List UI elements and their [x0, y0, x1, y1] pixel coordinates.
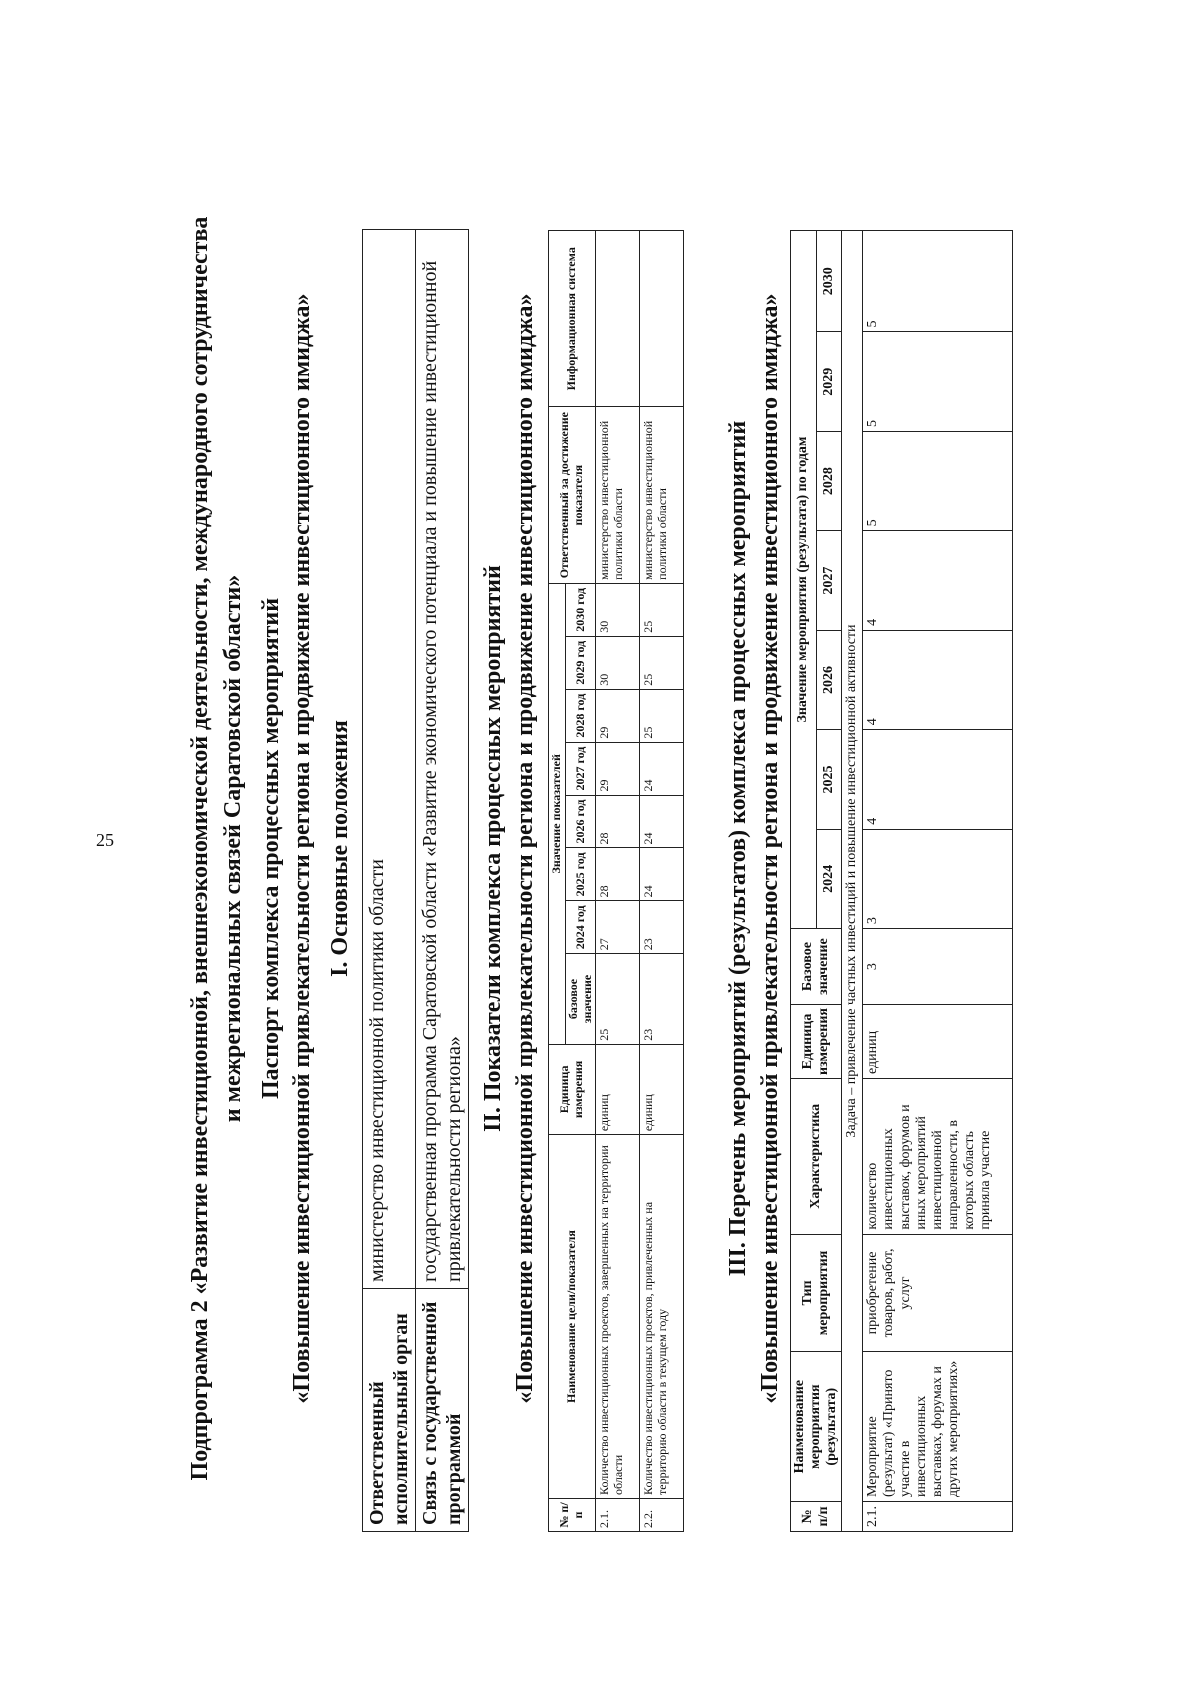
task-row	[842, 231, 863, 1532]
header-year: 2025	[816, 730, 842, 829]
passport-line-1: Паспорт комплекса процессных мероприятий	[258, 597, 284, 1100]
header-year: 2029	[816, 332, 842, 431]
section-1-heading: I. Основные положения	[327, 720, 353, 977]
header-year: 2030 год	[565, 583, 596, 636]
header-type: Тип мероприятия	[791, 1234, 842, 1352]
cell-characteristic: количество инвестиционных выставок, форумов и иных мероприятий инвестиционной направленности, в которых область приняла участие	[863, 1078, 1013, 1234]
header-year: 2029 год	[565, 636, 596, 689]
header-values: Значение показателей	[549, 583, 566, 1044]
header-year: 2026	[816, 630, 842, 729]
cell-type: приобретение товаров, работ, услуг	[863, 1234, 1013, 1352]
cell-value: 29	[596, 742, 640, 795]
cell-value: 28	[596, 795, 640, 848]
cell-value: 30	[596, 583, 640, 636]
title-line-2: и межрегиональных связей Саратовской области»	[220, 574, 246, 1123]
cell-unit: единиц	[596, 1044, 640, 1134]
cell-value: 3	[863, 829, 1013, 928]
cell-value: 4	[863, 531, 1013, 630]
general-provisions-table	[362, 229, 469, 1532]
indicators-table	[548, 230, 684, 1532]
cell-value: 5	[863, 431, 1013, 530]
cell-base: 23	[640, 954, 684, 1044]
row-label: Ответственный исполнительный орган	[363, 1289, 416, 1532]
cell-base: 25	[596, 954, 640, 1044]
cell-name: Количество инвестиционных проектов, привлеченных на территорию области в текущем году	[640, 1135, 684, 1499]
title-line-1: Подпрограмма 2 «Развитие инвестиционной, внешнеэкономической деятельности, международного сотрудничества	[187, 216, 213, 1481]
cell-value: 24	[640, 848, 684, 901]
cell-value: 24	[640, 795, 684, 848]
header-system: Информационная система	[549, 231, 596, 407]
header-unit: Единица измерения	[791, 1005, 842, 1079]
header-year: 2026 год	[565, 795, 596, 848]
cell-value: 25	[640, 636, 684, 689]
table-header-row	[791, 231, 817, 1532]
section-2-line-2: «Повышение инвестиционной привлекательности региона и продвижение инвестиционного имиджа»	[512, 293, 538, 1404]
page-number: 25	[96, 830, 114, 850]
header-year: 2027	[816, 531, 842, 630]
header-year: 2030	[816, 231, 842, 333]
cell-num: 2.1.	[863, 1502, 1013, 1532]
cell-unit: единиц	[863, 1005, 1013, 1079]
task-label: Задача – привлечение частных инвестиций и повышение инвестиционной активности	[842, 231, 863, 1532]
cell-base: 3	[863, 929, 1013, 1005]
cell-value: 4	[863, 630, 1013, 729]
cell-num: 2.1.	[596, 1498, 640, 1531]
header-base: Базовое значение	[791, 929, 842, 1005]
table-row	[596, 231, 640, 1532]
row-label: Связь с государственной программой	[416, 1289, 469, 1532]
events-table	[790, 230, 1013, 1532]
table-row	[863, 231, 1013, 1532]
cell-value: 29	[596, 689, 640, 742]
cell-value: 25	[640, 583, 684, 636]
header-year: 2024	[816, 829, 842, 928]
header-responsible: Ответственный за достижение показателя	[549, 407, 596, 583]
cell-value: 23	[640, 901, 684, 954]
header-year: 2027 год	[565, 742, 596, 795]
cell-responsible: министерство инвестиционной политики области	[640, 407, 684, 583]
row-value: государственная программа Саратовской области «Развитие экономического потенциала и повышение инвестиционной привлекательности региона»	[416, 230, 469, 1289]
passport-line-2: «Повышение инвестиционной привлекательности региона и продвижение инвестиционного имиджа»	[289, 293, 315, 1404]
cell-value: 5	[863, 332, 1013, 431]
row-value: министерство инвестиционной политики области	[363, 230, 416, 1289]
cell-value: 24	[640, 742, 684, 795]
cell-name: Мероприятие (результат) «Принято участие в инвестиционных выставках, форумах и других мероприятиях»	[863, 1352, 1013, 1502]
cell-value: 28	[596, 848, 640, 901]
cell-value: 27	[596, 901, 640, 954]
header-unit: Единица измерения	[549, 1044, 596, 1134]
header-name: Наименование цели/показателя	[549, 1135, 596, 1499]
header-name: Наименование мероприятия (результата)	[791, 1352, 842, 1502]
header-year: 2028 год	[565, 689, 596, 742]
cell-system	[596, 231, 640, 407]
section-2-line-1: II. Показатели комплекса процессных мероприятий	[480, 565, 506, 1132]
header-year: 2028	[816, 431, 842, 530]
cell-system	[640, 231, 684, 407]
header-values: Значение мероприятия (результата) по годам	[791, 231, 817, 929]
header-characteristic: Характеристика	[791, 1078, 842, 1234]
table-row	[640, 231, 684, 1532]
header-num: № п/п	[549, 1498, 596, 1531]
table-row	[363, 230, 416, 1532]
section-3-line-1: III. Перечень мероприятий (результатов) комплекса процессных мероприятий	[725, 420, 751, 1277]
cell-responsible: министерство инвестиционной политики области	[596, 407, 640, 583]
cell-name: Количество инвестиционных проектов, завершенных на территории области	[596, 1135, 640, 1499]
header-num: № п/п	[791, 1502, 842, 1532]
header-year: 2025 год	[565, 848, 596, 901]
table-row	[416, 230, 469, 1532]
cell-value: 30	[596, 636, 640, 689]
header-base: базовое значение	[565, 954, 596, 1044]
section-3-line-2: «Повышение инвестиционной привлекательности региона и продвижение инвестиционного имиджа»	[757, 293, 783, 1404]
cell-value: 25	[640, 689, 684, 742]
cell-value: 5	[863, 231, 1013, 333]
cell-value: 4	[863, 730, 1013, 829]
cell-num: 2.2.	[640, 1498, 684, 1531]
cell-unit: единиц	[640, 1044, 684, 1134]
header-year: 2024 год	[565, 901, 596, 954]
table-header-row	[549, 231, 566, 1532]
